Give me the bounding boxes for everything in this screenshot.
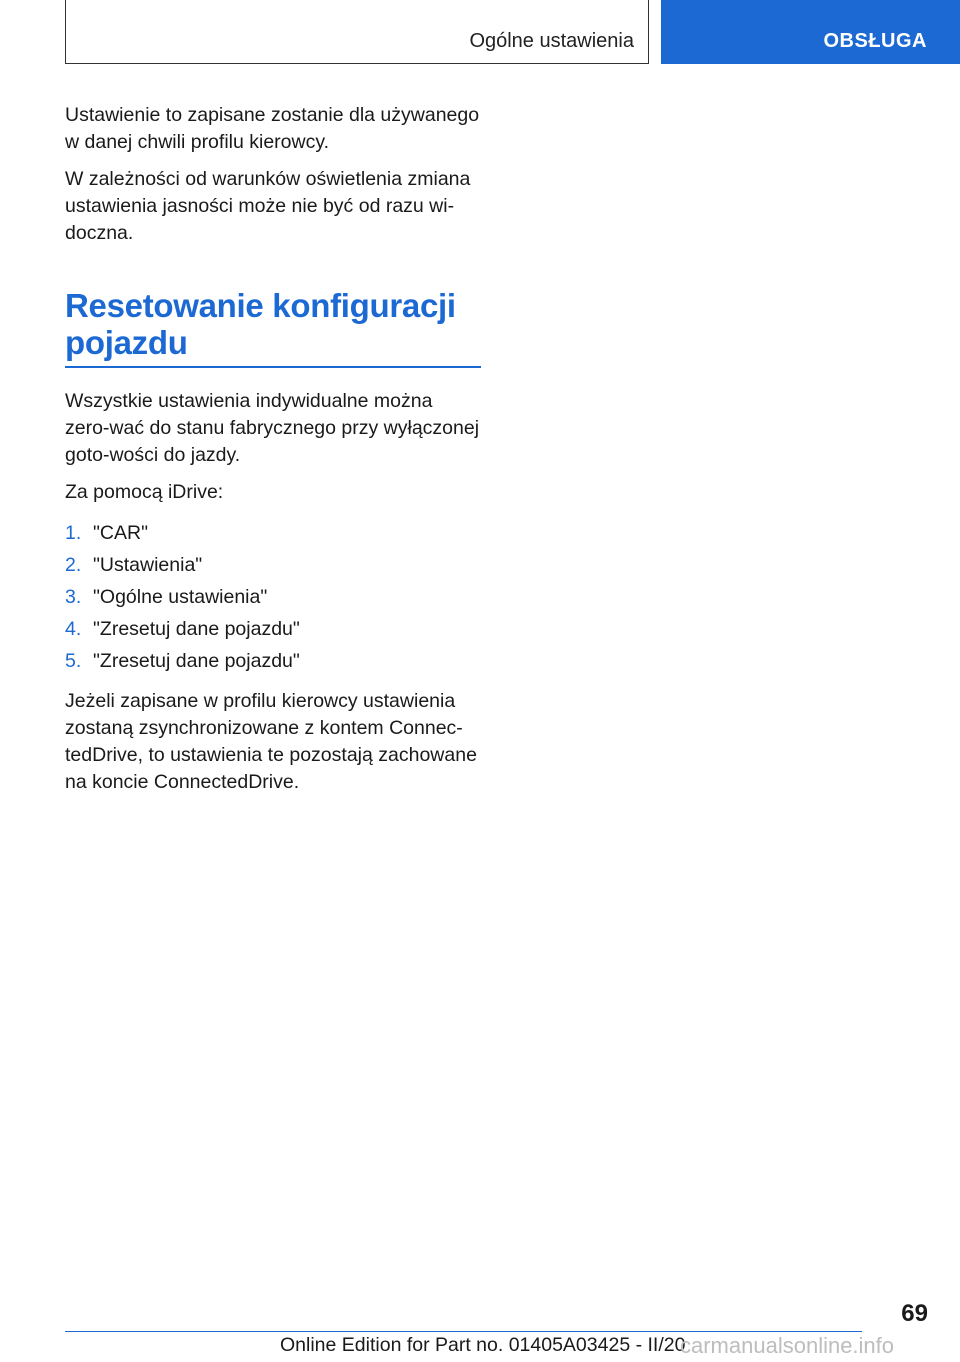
step-number: 2.	[65, 554, 82, 576]
paragraph: Wszystkie ustawienia indywidualne można zero-wać do stanu fabrycznego przy wyłączonej goto-wości do jazdy.	[65, 390, 480, 466]
step-text: "Ustawienia"	[93, 554, 203, 576]
list-item	[65, 520, 481, 552]
step-number: 5.	[65, 650, 82, 672]
step-text: "Zresetuj dane pojazdu"	[93, 650, 300, 672]
header-chapter-label: OBSŁUGA	[823, 30, 927, 52]
footer-divider	[65, 1331, 862, 1332]
header-chapter-tab[interactable]	[661, 0, 960, 64]
paragraph: Za pomocą iDrive:	[65, 481, 224, 503]
main-content	[65, 102, 481, 806]
list-item	[65, 552, 481, 584]
step-text: "CAR"	[93, 522, 149, 544]
list-item	[65, 616, 481, 648]
header-section-title: Ogólne ustawienia	[469, 30, 634, 52]
step-number: 3.	[65, 586, 82, 608]
list-item	[65, 584, 481, 616]
step-number: 1.	[65, 522, 82, 544]
page-number: 69	[901, 1300, 928, 1327]
paragraph: Jeżeli zapisane w profilu kierowcy ustawienia zostaną zsynchronizowane z kontem Connec-tedDrive, to ustawienia te pozostają zachowane na koncie ConnectedDrive.	[65, 690, 477, 793]
step-text: "Zresetuj dane pojazdu"	[93, 618, 300, 640]
paragraph: Ustawienie to zapisane zostanie dla używanego w danej chwili profilu kierowcy.	[65, 104, 480, 153]
paragraph: W zależności od warunków oświetlenia zmiana ustawienia jasności może nie być od razu wi-doczna.	[65, 168, 471, 244]
step-text: "Ogólne ustawienia"	[93, 586, 268, 608]
watermark: carmanualsonline.info	[680, 1333, 895, 1358]
step-number: 4.	[65, 618, 82, 640]
steps-list	[65, 520, 481, 680]
header-section-box	[65, 0, 649, 64]
section-heading: Resetowanie konfiguracji pojazdu	[65, 287, 481, 368]
list-item	[65, 648, 481, 680]
footer-edition: Online Edition for Part no. 01405A03425 - II/20	[280, 1334, 686, 1356]
